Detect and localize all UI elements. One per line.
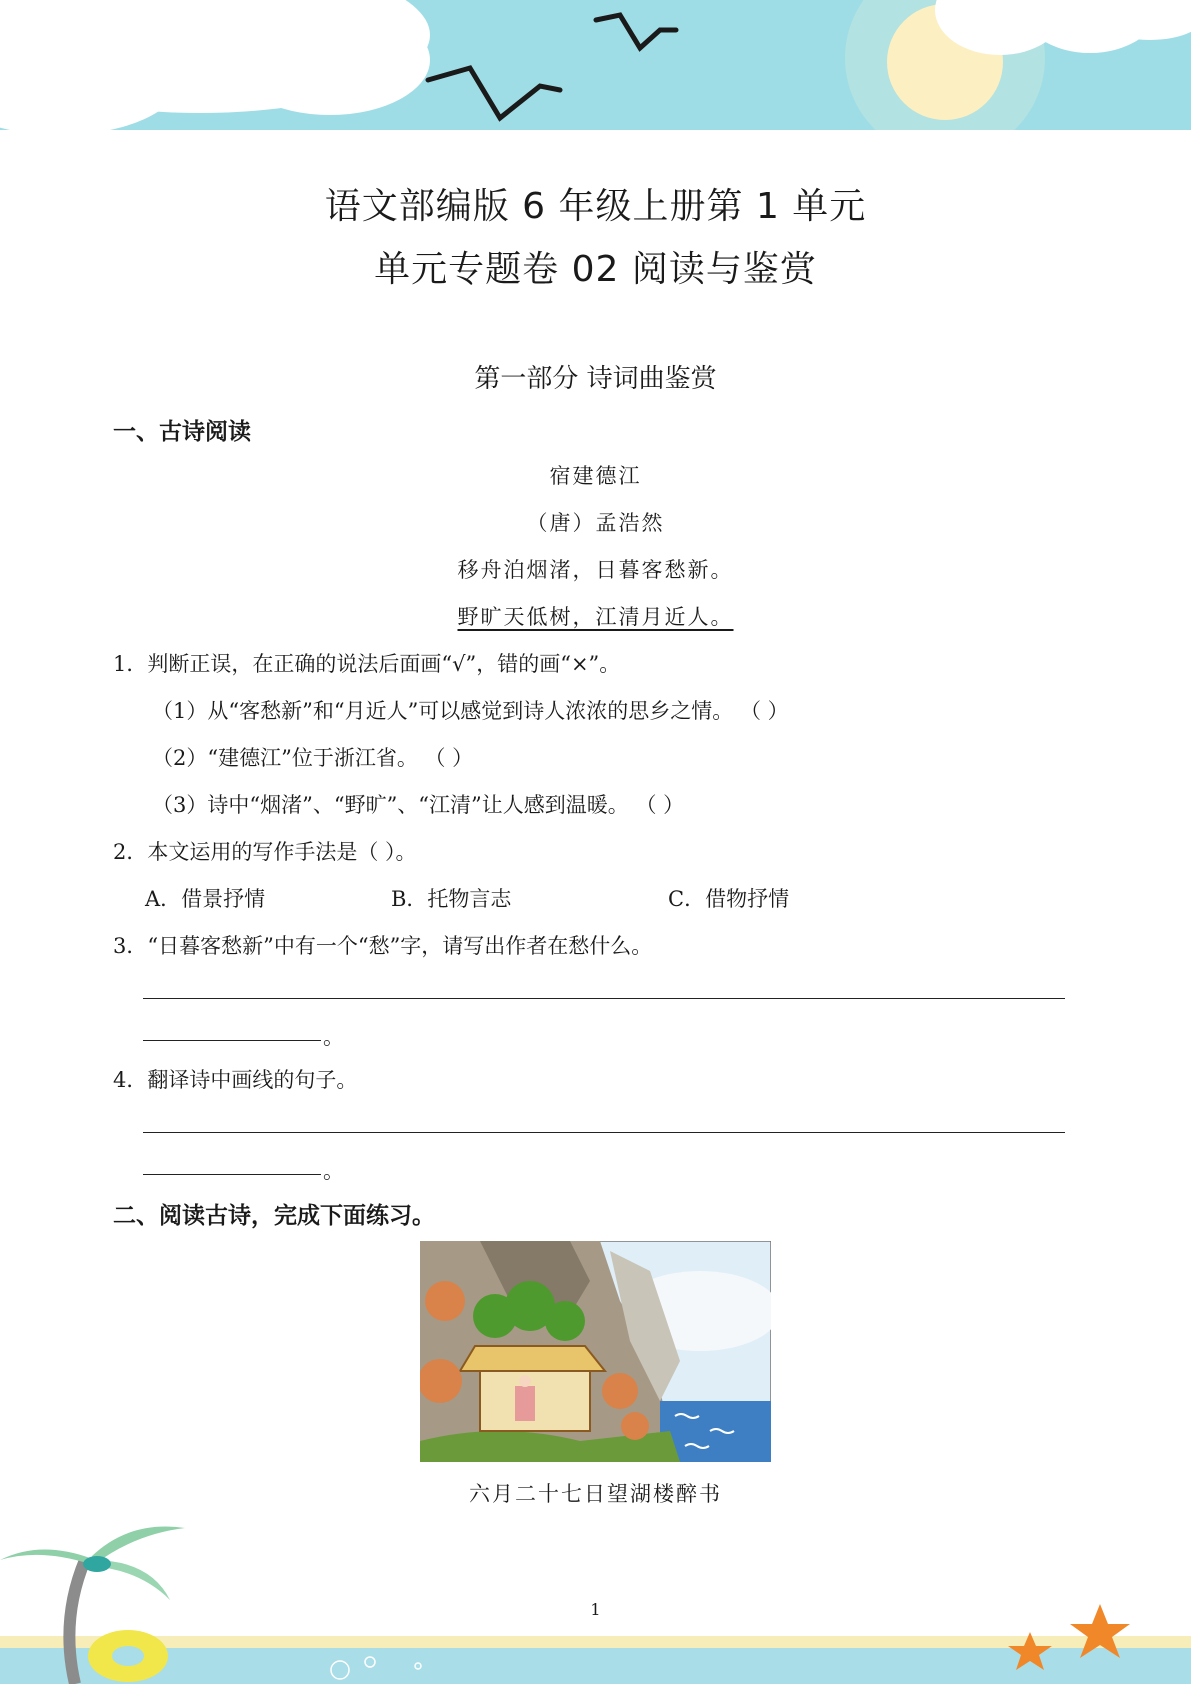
answer-line <box>143 1132 1065 1133</box>
document-subtitle: 单元专题卷 02 阅读与鉴赏 <box>374 249 817 290</box>
illustration-caption: 六月二十七日望湖楼醉书 <box>469 1482 722 1506</box>
question-1: 1．判断正误，在正确的说法后面画“√”，错的画“×”。 <box>113 652 621 676</box>
answer-period: 。 <box>323 1025 344 1049</box>
question-1-item-3: （3）诗中“烟渚”、“野旷”、“江清”让人感到温暖。 （ ） <box>152 793 685 817</box>
poem-line-2 <box>0 601 1191 631</box>
page-number: 1 <box>590 1600 601 1619</box>
header-sky-banner <box>0 0 1191 135</box>
footer-beach-banner <box>0 1520 1191 1684</box>
question-3: 3．“日暮客愁新”中有一个“愁”字，请写出作者在愁什么。 <box>113 934 653 958</box>
answer-line <box>143 998 1065 999</box>
question-1-item-2: （2）“建德江”位于浙江省。 （ ） <box>152 746 474 770</box>
poem-author: （唐）孟浩然 <box>526 511 665 535</box>
question-4: 4．翻译诗中画线的句子。 <box>113 1068 358 1092</box>
poem-line-1: 移舟泊烟渚，日暮客愁新。 <box>457 558 734 582</box>
question-1-item-1: （1）从“客愁新”和“月近人”可以感觉到诗人浓浓的思乡之情。 （ ） <box>152 699 789 723</box>
poem-title: 宿建德江 <box>549 464 642 488</box>
option-c: C．借物抒情 <box>668 887 790 911</box>
document-title: 语文部编版 6 年级上册第 1 单元 <box>324 186 867 227</box>
answer-line <box>143 1174 321 1175</box>
section-heading-2: 二、阅读古诗，完成下面练习。 <box>113 1203 435 1229</box>
section-heading-1: 一、古诗阅读 <box>113 419 251 445</box>
question-2: 2．本文运用的写作手法是（ ）。 <box>113 840 417 864</box>
option-b: B．托物言志 <box>391 887 512 911</box>
underlined-line: 野旷天低树，江清月近人。 <box>457 605 734 629</box>
option-a: A．借景抒情 <box>145 887 266 911</box>
answer-period: 。 <box>323 1159 344 1183</box>
answer-line <box>143 1040 321 1041</box>
swim-ring-icon <box>88 1630 168 1682</box>
part-title: 第一部分 诗词曲鉴赏 <box>474 364 717 394</box>
lake-pavilion-illustration <box>420 1241 771 1462</box>
